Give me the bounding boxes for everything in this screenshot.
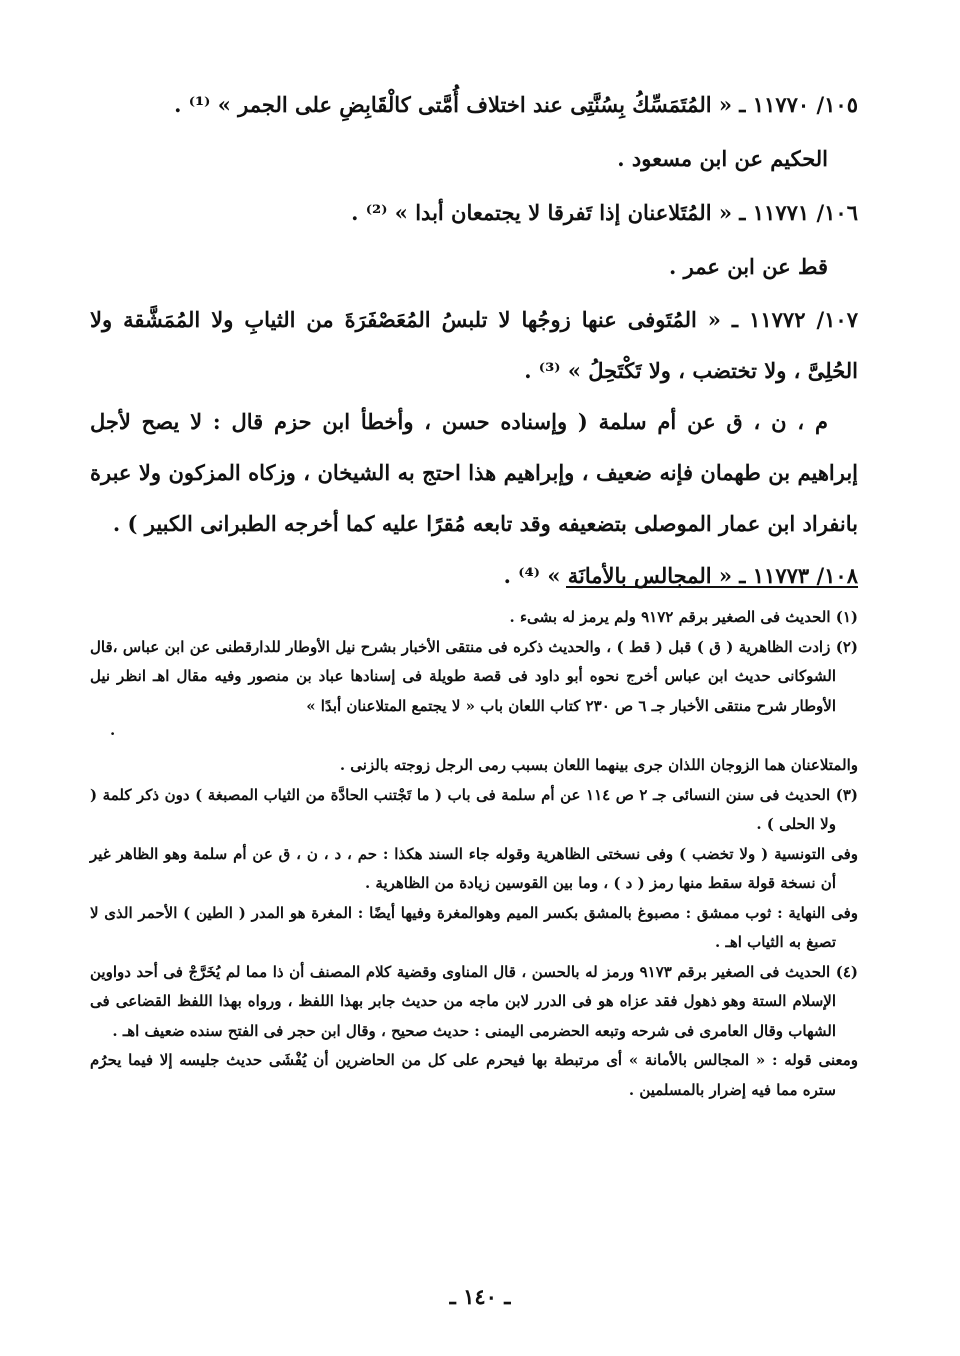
- footnote-4: (٤) الحديث فى الصغير برقم ٩١٧٣ ورمز له بالحسن ، قال المناوى وقضية كلام المصنف أن ذا مما لم يُخَرَّجْ فى أحد دواوين الإسلام الستة وهو ذهول فقد عزاه هو فى الدرر لابن ماجه من حديث جابر بهذا اللفظ ، ورواه بهذا اللفظ القضاعى فى الشهاب وقال العامرى فى شرحه وتبعه الحضرمى اليمنى : حديث صحيح ، وقال ابن حجر فى الفتح سنده ضعيف اهـ .: [90, 962, 858, 1040]
- footnote-2: (٢) زادت الظاهرية ( ق ) قبل ( قط ) ، والحديث ذكره فى منتقى الأخبار بشرح نيل الأوطار للدارقطنى عن ابن عباس ،قال الشوكانى حديث ابن عباس أخرج نحوه أبو داود فى قصة طويلة فى إسنادها عباد بن منصور وفيه مقال اهـ انظر نيل الأوطار شرح منتقى الأخبار جـ ٦ ص ٢٣٠ كتاب اللعان باب « لا يجتمع المتلاعنان أبدًا »: [90, 637, 858, 715]
- footnote-divider: [566, 586, 858, 588]
- footnotes: [90, 603, 858, 1105]
- page-number: ـ ١٤٠ ـ: [449, 1284, 511, 1309]
- hadith-105: ١٠٥/ ١١٧٧٠ ـ « المُتَمَسِّكُ بِسُنَّتِى عند اختلاف أُمَّتى كالْقَابِضِ على الجمر » ⁽¹⁾ .: [174, 92, 858, 117]
- hadith-107-commentary: م ، ن ، ق عن أم سلمة ( وإسناده حسن ، وأخطأ ابن حزم قال : لا يصح لأجل إبراهيم بن طهمان فإنه ضعيف ، وإبراهيم هذا احتج به الشيخان ، وزكاه المزكون ولا عبرة بانفراد ابن عمار الموصلى بتضعيفه وقد تابعه مُقرًا عليه كما أخرجه الطبرانى الكبير ) .: [90, 409, 858, 536]
- hadith-105-source: الحكيم عن ابن مسعود .: [617, 146, 828, 171]
- hadith-107: ١٠٧/ ١١٧٧٢ ـ « المُتَوفى عنها زوجُها لا تلبسُ المُعَصْفَرَةَ من الثيابِ ولا المُمَشَّقة ولا الحُلِىَّ ، ولا تختضب ، ولا تَكْتَحِلُ » ⁽³⁾ .: [90, 307, 858, 383]
- footnote-2-dot: .: [110, 721, 116, 739]
- footnote-3: (٣) الحديث فى سنن النسائى جـ ٢ ص ١١٤ عن أم سلمة فى باب ( ما تَجْتنب الحادَّة من الثياب المصبغة ) دون ذكر كلمة ( ولا الحلى ) .: [90, 785, 858, 833]
- footnote-2-continued: والمتلاعنان هما الزوجان اللذان جرى بينهما اللعان بسبب رمى الرجل زوجته بالزنى .: [339, 756, 858, 774]
- hadith-106-source: قط عن ابن عمر .: [669, 254, 828, 279]
- footnote-3-continued-1: وفى التونسية ( ولا تخضب ) وفى نسختى الظاهرية وقوله جاء السند هكذا : حم ، د ، ن ، ق عن أم سلمة وهو الظاهر غير أن نسخة قولة سقط منها رمز ( د ) ، وما بين القوسين زيادة من الظاهرية .: [90, 844, 858, 892]
- main-text: [90, 78, 858, 603]
- hadith-106: ١٠٦/ ١١٧٧١ ـ « المُتَلاعنان إذا تَفرقا لا يجتمعان أبدا » ⁽²⁾ .: [351, 200, 858, 225]
- footnote-1: (١) الحديث فى الصغير برقم ٩١٧٢ ولم يرمز له بشىء .: [509, 608, 858, 626]
- footnote-4-continued: ومعنى قوله : « المجالس بالأمانة » أى مرتبطة بها فيحرم على كل من الحاضرين أن يُفْشَى حديث جليسه إلا فيما يحرُم ستره مما فيه إضرار بالمسلمين .: [90, 1051, 858, 1099]
- footnote-3-continued-2: وفى النهاية : ثوب ممشق : مصبوغ بالمشق بكسر الميم وهوالمغرة وفيها أيضًا : المغرة هو المدر ( الطين ) الأحمر الذى لا تصبغ به الثياب اهـ .: [90, 903, 858, 951]
- hadith-108: ١٠٨/ ١١٧٧٣ ـ « المجالس بالأمانَة » ⁽⁴⁾ .: [503, 563, 858, 588]
